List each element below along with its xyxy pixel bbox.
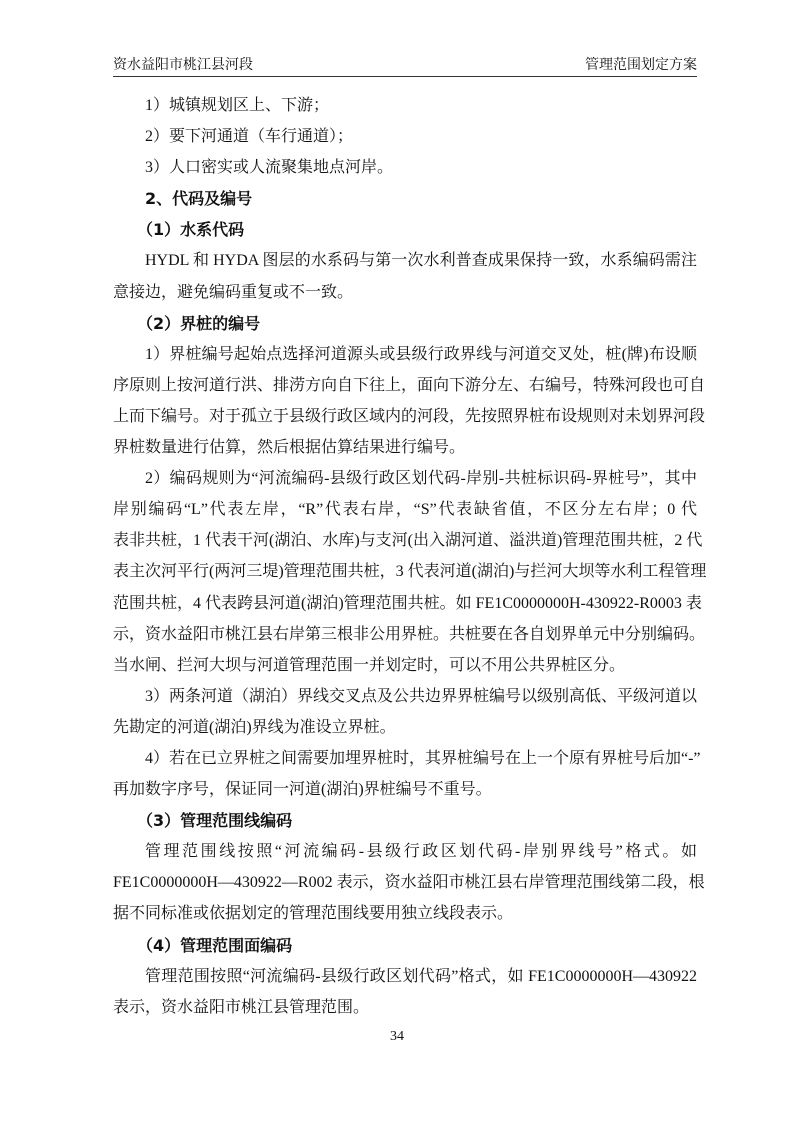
text-line: 表示，资水益阳市桃江县管理范围。 — [113, 998, 370, 1016]
document-body — [113, 90, 707, 1023]
text-line: 意接边，避免编码重复或不一致。 — [113, 283, 354, 301]
section-heading — [113, 214, 697, 245]
text-line: 2）要下河通道（车行通道）； — [145, 128, 354, 146]
text-line: HYDL 和 HYDA 图层的水系码与第一次水利普查成果保持一致，水系编码需注 — [145, 252, 697, 270]
paragraph — [113, 743, 701, 805]
text-line: 表非共桩，1 代表干河(湖泊、水库)与支河(出入湖河道、溢洪道)管理范围共桩，2 代 — [113, 532, 703, 550]
text-line: 界桩数量进行估算，然后根据估算结果进行编号。 — [113, 439, 466, 457]
text-line: 当水闸、拦河大坝与河道管理范围一并划定时，可以不用公共界桩区分。 — [113, 656, 626, 674]
text-line: FE1C0000000H—430922—R002 表示，资水益阳市桃江县右岸管理范围线第二段，根 — [113, 874, 705, 892]
text-line: 再加数字序号，保证同一河道(湖泊)界桩编号不重号。 — [113, 781, 492, 799]
paragraph — [113, 339, 706, 463]
paragraph — [113, 152, 697, 183]
text-line: 管理范围按照“河流编码-县级行政区划代码”格式，如 FE1C0000000H—430922 — [145, 967, 697, 985]
paragraph — [113, 90, 697, 121]
text-line: （2）界桩的编号 — [137, 313, 261, 333]
text-line: 示，资水益阳市桃江县右岸第三根非公用界桩。共桩要在各自划界单元中分别编码。 — [113, 625, 706, 643]
section-heading — [113, 930, 697, 961]
text-line: （3）管理范围线编码 — [137, 811, 293, 831]
section-heading — [113, 308, 697, 339]
text-line: 据不同标准或依据划定的管理范围线要用独立线段表示。 — [113, 905, 514, 923]
text-line: 3）两条河道（湖泊）界线交叉点及公共边界界桩编号以级别高低、平级河道以 — [145, 687, 698, 705]
page-number: 34 — [390, 1029, 404, 1044]
section-heading — [113, 805, 697, 836]
header-right-title: 管理范围划定方案 — [585, 58, 697, 73]
text-line: 3）人口密实或人流聚集地点河岸。 — [145, 159, 394, 177]
text-line: 范围共桩，4 代表跨县河道(湖泊)管理范围共桩。如 FE1C0000000H-430922-R0003 表 — [113, 594, 702, 612]
text-line: 1）城镇规划区上、下游； — [145, 97, 330, 114]
paragraph — [113, 681, 697, 743]
section-heading — [113, 183, 697, 214]
paragraph — [113, 245, 697, 307]
paragraph — [113, 961, 697, 1023]
text-line: 4）若在已立界桩之间需要加埋界桩时，其界桩编号在上一个原有界桩号后加“-” — [145, 749, 701, 767]
text-line: 上而下编号。对于孤立于县级行政区域内的河段，先按照界桩布设规则对未划界河段 — [113, 407, 706, 425]
text-line: 序原则上按河道行洪、排涝方向自下往上，面向下游分左、右编号，特殊河段也可自 — [113, 376, 706, 394]
text-line: 2、代码及编号 — [145, 189, 253, 209]
page-header — [113, 50, 697, 77]
text-line: 1）界桩编号起始点选择河道源头或县级行政界线与河道交叉处，桩(牌)布设顺 — [145, 345, 697, 363]
text-line: 表主次河平行(两河三堤)管理范围共桩，3 代表河道(湖泊)与拦河大坝等水利工程管理 — [113, 563, 707, 581]
text-line: （4）管理范围面编码 — [137, 935, 293, 955]
text-line: 先勘定的河道(湖泊)界线为准设立界桩。 — [113, 718, 396, 736]
paragraph — [113, 836, 705, 929]
paragraph — [113, 121, 697, 152]
header-left-title: 资水益阳市桃江县河段 — [113, 58, 253, 73]
paragraph — [113, 463, 707, 681]
text-line: （1）水系代码 — [137, 220, 245, 240]
text-line: 管理范围线按照“河流编码-县级行政区划代码-岸别界线号”格式。如 — [145, 843, 697, 861]
text-line: 岸别编码“L”代表左岸，“R”代表右岸，“S”代表缺省值，不区分左右岸；0 代 — [113, 501, 697, 519]
text-line: 2）编码规则为“河流编码-县级行政区划代码-岸别-共桩标识码-界桩号”，其中 — [145, 470, 697, 488]
